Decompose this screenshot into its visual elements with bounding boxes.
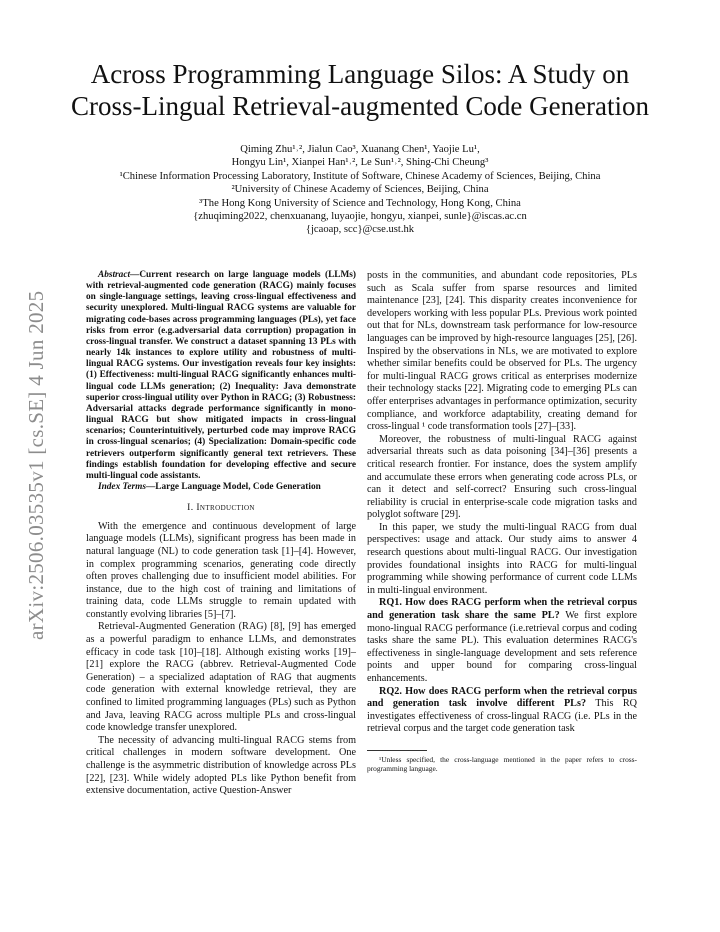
abstract xyxy=(86,270,356,482)
abstract-text: —Current research on large language models (LLMs) with retrieval-augmented code generation (RACG) mainly focuses on single-language settings, leaving cross-lingual effectiveness and security unexplored. Multi-lingual RACG systems are valuable for migrating code-bases across programming languages (PLs), yet face risks from error (e.g.adversarial data corruption) propagation in cross-lingual transfer. We construct a dataset spanning 13 PLs with nearly 14k instances to explore utility and robustness of multi-lingual RACG systems. Our investigation reveals four key insights: (1) Effectiveness: multi-lingual RACG significantly enhances multi-lingual code LLMs generation; (2) Inequality: Java demonstrate superior cross-lingual utility over Python in RACG; (3) Robustness: Adversarial attacks degrade performance significantly in mono-lingual RACG but show mitigated impacts in cross-lingual scenarios; Counterintuitively, perturbed code may improve RACG in cross-lingual scenarios; (4) Specialization: Domain-specific code retrievers outperform significantly general text retrievers. These findings establish foundation for developing effective and secure multi-lingual code assistants. xyxy=(86,270,356,481)
intro-paragraph-1: With the emergence and continuous development of large language models (LLMs), significant progress has been made in natural language (NL) to code generation task [1]–[4]. However, in complex programming scenarios, generating code directly often proves challenging due to insufficient model abilities. For instance, due to the high cost of training and limitations of training data, code LLMs struggle to remain updated with constantly evolving libraries [5]–[7]. xyxy=(86,520,356,620)
right-paragraph-2: Moreover, the robustness of multi-lingual RACG against adversarial threats such as data poisoning [34]–[36] presents a critical research frontier. For instance, does the system amplify and accumulate these errors when generating code across PLs, or can it detect and self-correct? Ensuring such cross-lingual reliability is crucial in enterprise-scale code migration tasks and polyglot software [29]. xyxy=(367,433,637,521)
abstract-label: Abstract xyxy=(98,270,131,280)
intro-paragraph-3: The necessity of advancing multi-lingual RACG stems from critical challenges in modern software development. One challenge is the asymmetric distribution of knowledge across PLs [22], [23]. While widely adopted PLs like Python benefit from extensive documentation, active Question-Answer xyxy=(86,734,356,797)
index-terms-label: Index Terms xyxy=(98,481,146,492)
title-line-1: Across Programming Language Silos: A Study on xyxy=(90,59,630,89)
rq2-title: RQ2. How does RACG perform when the retrieval corpus and generation task involve different PLs? xyxy=(367,685,637,710)
right-paragraph-3: In this paper, we study the multi-lingual RACG from dual perspectives: usage and attack. Our study aims to answer 4 research questions about multi-lingual RACG. Our investigation provides foundational insights into RACG for multi-lingual programming while showing performance of current code LLMs in multi-lingual environment. xyxy=(367,521,637,596)
right-paragraph-1: posts in the communities, and abundant code repositories, PLs such as Scala suffer from sparse resources and limited maintenance [23], [24]. This disparity creates inconvenience for developers working with less popular PLs. Previous work pointed out that for NLs, downstream task performance for low-resource languages can be improved by high-resource languages [25], [26]. Inspired by the observations in NLs, we are motivated to explore whether similar benefits could be observed for PLs. The urgency for multi-lingual RACG grows critical as enterprises modernize their technology stacks [22]. Migrating code to emerging PLs can offer enterprises advantages in performance optimization, security compliance, and workforce adaptability, creating demand for cross-lingual ¹ code transformation tools [27]–[33]. xyxy=(367,270,637,433)
intro-paragraph-2: Retrieval-Augmented Generation (RAG) [8], [9] has emerged as a powerful paradigm to enhance LLMs, and demonstrates efficacy in code task [10]–[18]. Although existing works [19]–[21] explore the RACG (abbrev. Retrieval-Augmented Code Generation) – a specialized adaptation of RAG that augments code generation with external knowledge retrieval, they are confined to limited programming languages (PLs) such as Python and Java, leaving RACG across multiple PLs and cross-lingual code knowledge transfer unexplored. xyxy=(86,621,356,734)
authors-line-1: Qiming Zhu¹˒², Jialun Cao³, Xuanang Chen¹, Yaojie Lu¹, xyxy=(240,144,480,155)
footnote-rule xyxy=(367,750,427,751)
rq2-text: This RQ investigates effectiveness of cross-lingual RACG (i.e. PLs in the retrieval corpus and the target code generation task xyxy=(367,698,637,735)
emails-2: {jcaoap, scc}@cse.ust.hk xyxy=(305,224,415,236)
index-terms-text: —Large Language Model, Code Generation xyxy=(145,481,321,492)
right-column xyxy=(367,270,637,773)
author-block xyxy=(60,143,660,237)
affiliation-2: ²University of Chinese Academy of Sciences, Beijing, China xyxy=(231,184,489,196)
rq1-paragraph xyxy=(367,597,637,685)
arxiv-stamp: arXiv:2506.03535v1 [cs.SE] 4 Jun 2025 xyxy=(24,290,48,640)
affiliation-3: ³The Hong Kong University of Science and Technology, Hong Kong, China xyxy=(199,197,521,209)
rq1-text: We first explore mono-lingual RACG performance (i.e.retrieval corpus and coding tasks share the same PL). This evaluation determines RACG's effectiveness in single-language development and sets reference points and upper bound for comparing cross-lingual enhancements. xyxy=(367,610,637,684)
index-terms xyxy=(86,482,356,493)
footnote: ¹Unless specified, the cross-language mentioned in the paper refers to cross-programming language. xyxy=(367,754,637,773)
paper-title xyxy=(40,58,680,122)
affiliation-1: ¹Chinese Information Processing Laboratory, Institute of Software, Chinese Academy of Sciences, Beijing, China xyxy=(119,170,601,182)
authors-line-2: Hongyu Lin¹, Xianpei Han¹˒², Le Sun¹˒², Shing-Chi Cheung³ xyxy=(231,157,489,169)
left-column xyxy=(86,270,356,798)
rq1-title: RQ1. How does RACG perform when the retrieval corpus and generation task share the same PL? xyxy=(367,597,637,622)
rq2-paragraph xyxy=(367,686,637,736)
title-line-2: Cross-Lingual Retrieval-augmented Code Generation xyxy=(70,91,650,121)
emails-1: {zhuqiming2022, chenxuanang, luyaojie, hongyu, xianpei, sunle}@iscas.ac.cn xyxy=(193,211,527,223)
section-heading-introduction: I. Introduction xyxy=(187,502,255,514)
